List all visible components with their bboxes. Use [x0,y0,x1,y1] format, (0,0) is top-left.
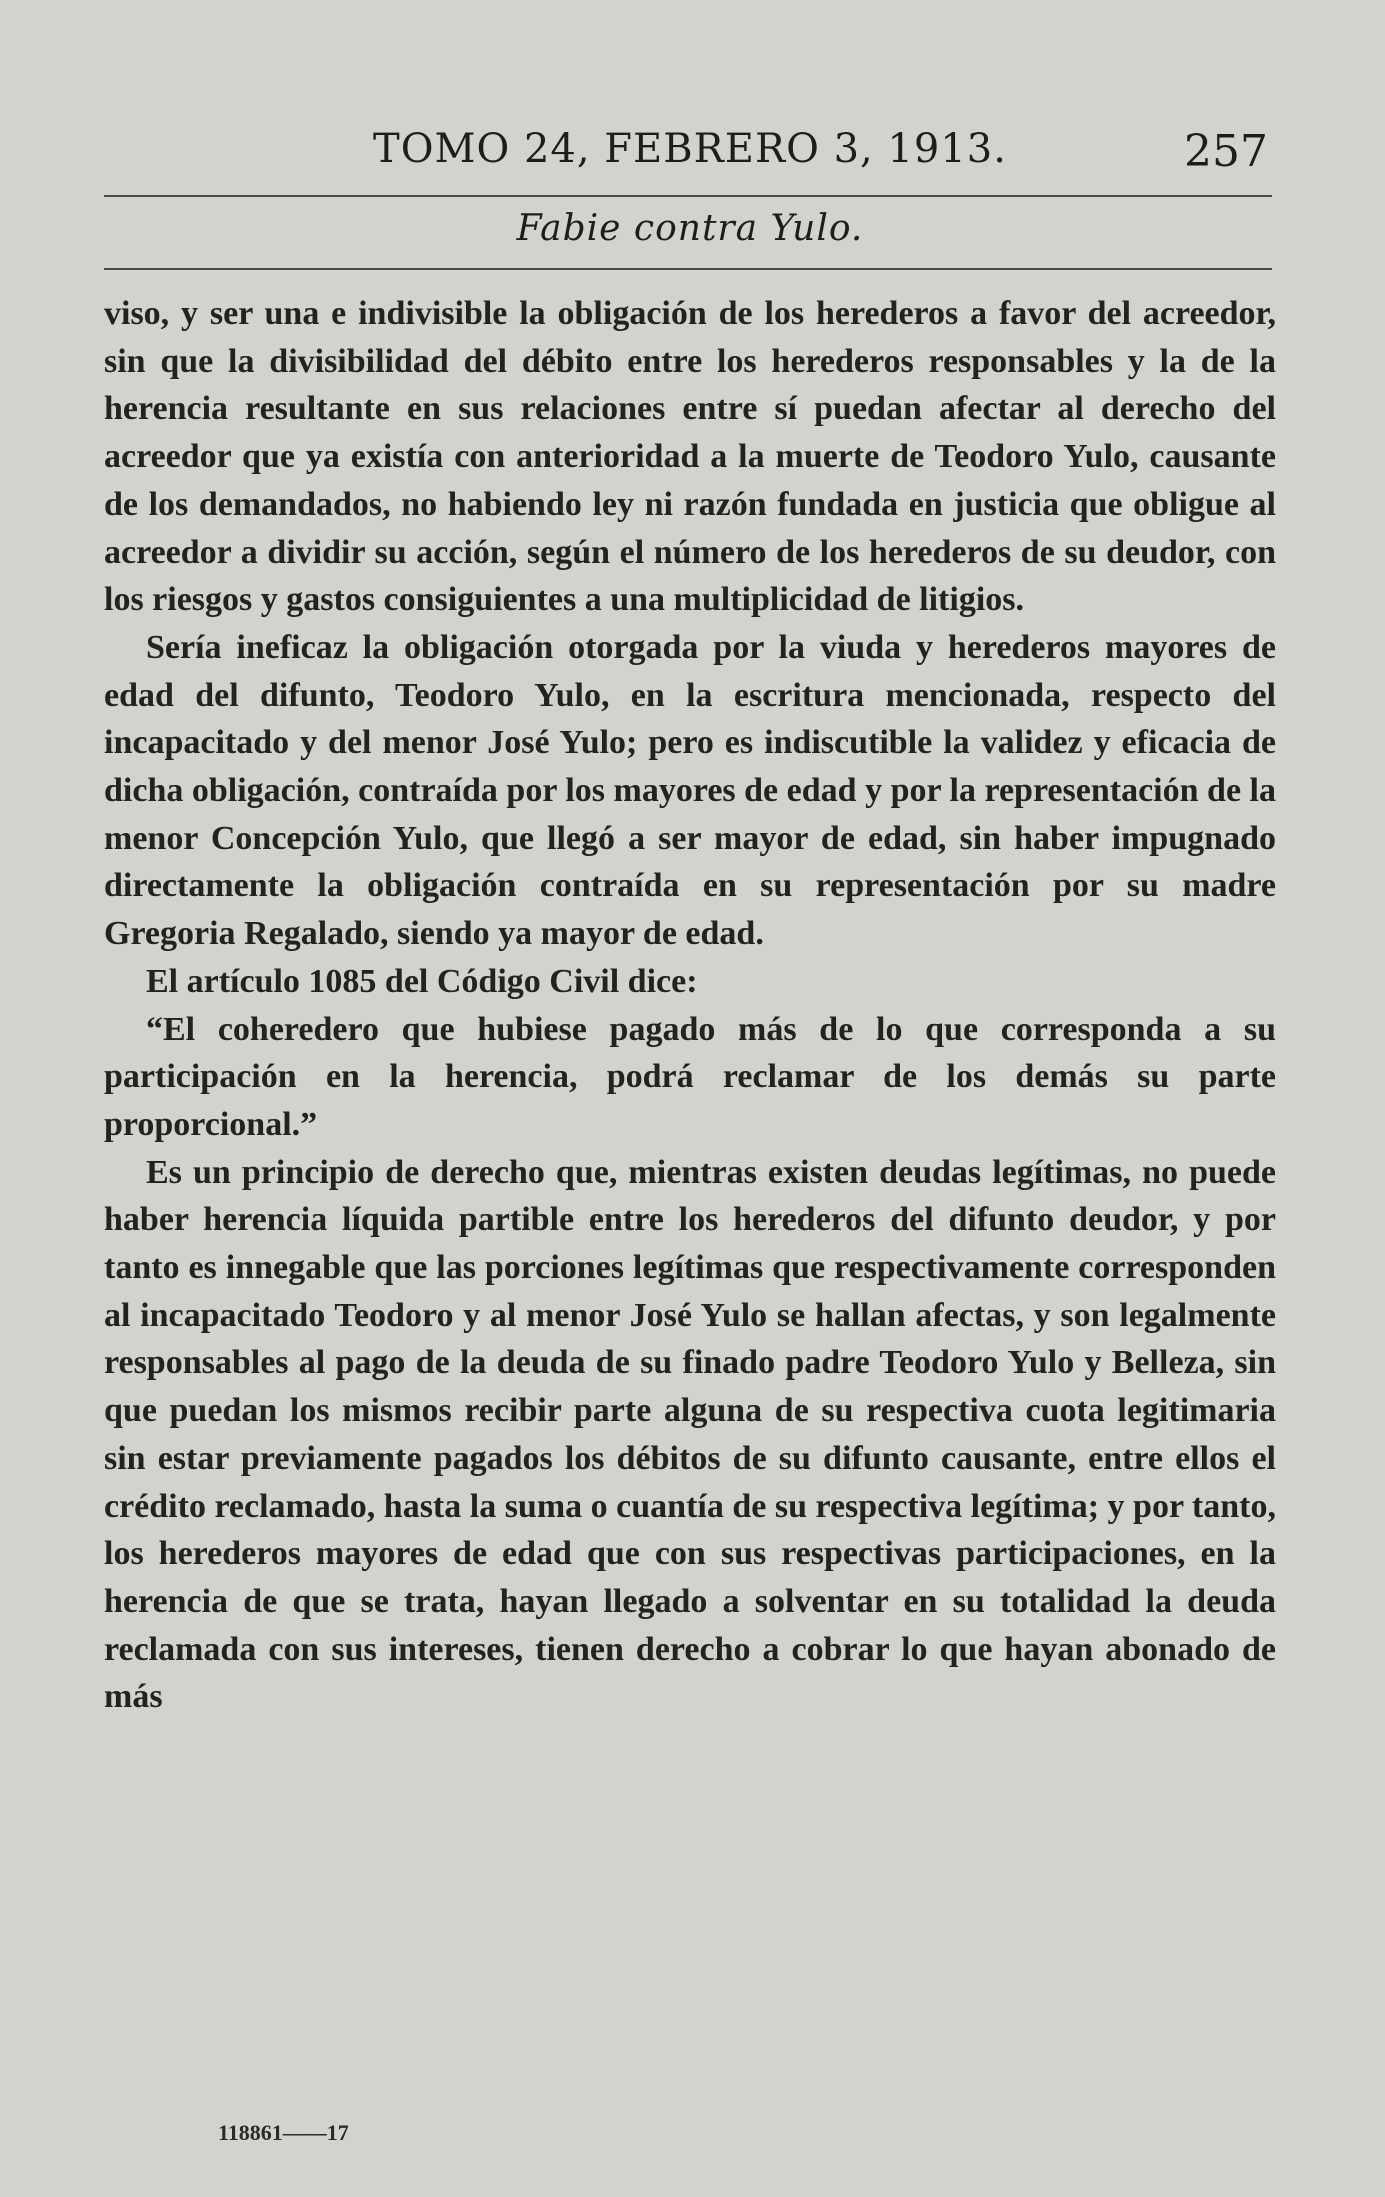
header-rule-bottom [104,268,1272,270]
header-rule-top [104,195,1272,197]
running-title: TOMO 24, FEBRERO 3, 1913. [373,126,1007,172]
print-code: 118861——17 [218,2120,349,2145]
paragraph-ineficaz: Sería ineficaz la obligación otorgada por la viuda y herederos mayores de edad del difunto, Teodoro Yulo, en la escritura mencionada, respecto del incapacitado y del menor José Yulo; pero es indiscutible la validez y eficacia de dicha obligación, contraída por los mayores de edad y por la representación de la menor Concepción Yulo, que llegó a ser mayor de edad, sin haber impugnado directamente la obligación contraída en su representación por su madre Gregoria Regalado, siendo ya mayor de edad. [104,628,1276,953]
body-text [104,290,1276,1721]
paragraph-articulo: El artículo 1085 del Código Civil dice: [146,962,698,1000]
running-head [104,118,1276,188]
case-title: Fabie contra Yulo. [516,208,864,249]
paragraph-principio: Es un principio de derecho que, mientras existen deudas legítimas, no puede haber herencia líquida partible entre los herederos del difunto deudor, y por tanto es innegable que las porciones legítimas que respectivamente corresponden al incapacitado Teodoro y al menor José Yulo se hallan afectas, y son legalmente responsables al pago de la deuda de su finado padre Teodoro Yulo y Belleza, sin que puedan los mismos recibir parte alguna de su respectiva cuota legitimaria sin estar previamente pagados los débitos de su difunto causante, entre ellos el crédito reclamado, hasta la suma o cuantía de su respectiva legítima; y por tanto, los herederos mayores de edad que con sus respectivas participaciones, en la herencia de que se trata, hayan llegado a solventar en su totalidad la deuda reclamada con sus intereses, tienen derecho a cobrar lo que hayan abonado de más [104,1153,1276,1716]
paragraph-quote: “El coheredero que hubiese pagado más de lo que corresponda a su participación en la herencia, podrá reclamar de los demás su parte proporcional.” [104,1010,1276,1143]
paragraph-continuation: viso, y ser una e indivisible la obligación de los herederos a favor del acreedor, sin que la divisibilidad del débito entre los herederos responsables y la de la herencia resultante en sus relaciones entre sí puedan afectar al derecho del acreedor que ya existía con anterioridad a la muerte de Teodoro Yulo, causante de los demandados, no habiendo ley ni razón fundada en justicia que obligue al acreedor a dividir su acción, según el número de los herederos de su deudor, con los riesgos y gastos consiguientes a una multiplicidad de litigios. [104,295,1276,619]
page-number: 257 [1184,126,1268,177]
